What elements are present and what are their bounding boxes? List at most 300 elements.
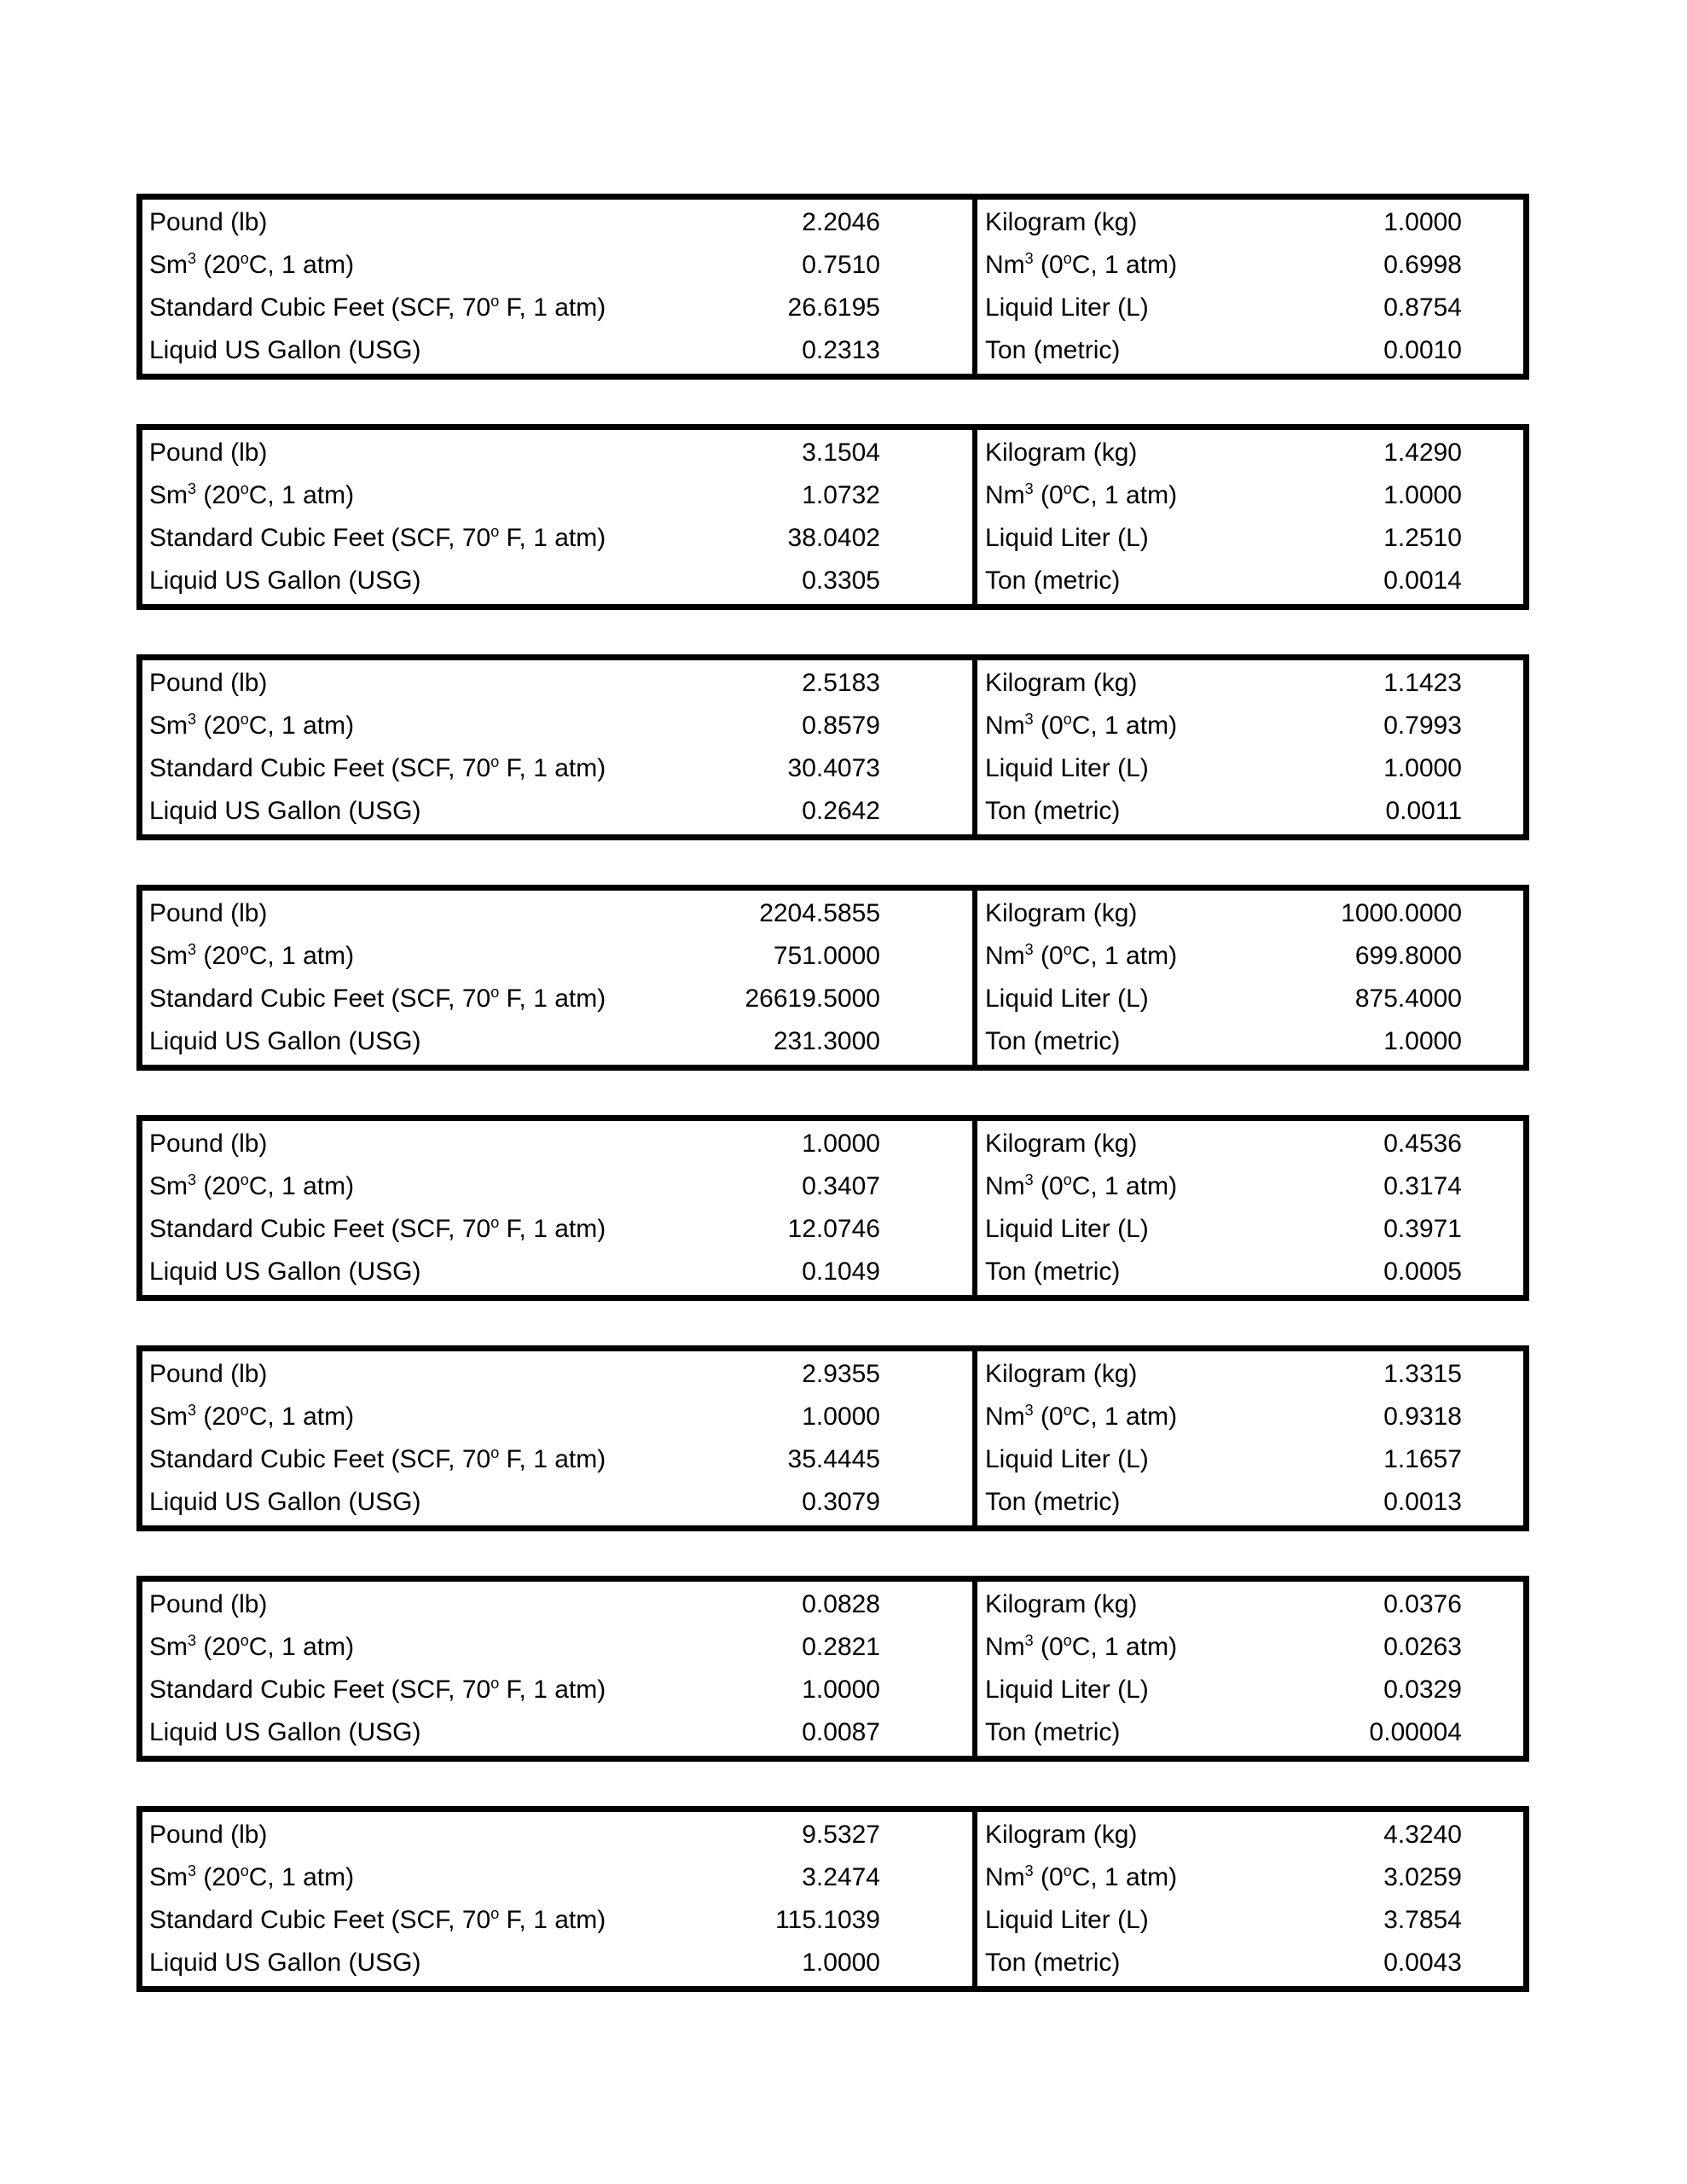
label-text: Liquid Liter (L): [985, 1676, 1149, 1704]
label-text: Nm: [985, 1172, 1025, 1200]
table-row: [985, 432, 1523, 474]
unit-value: 1.0000: [1383, 754, 1462, 782]
unit-value: 1.0000: [802, 1949, 880, 1977]
unit-value: 1.0000: [802, 1676, 880, 1704]
label-text: Liquid Liter (L): [985, 293, 1149, 322]
unit-value: 1.4290: [1383, 439, 1462, 467]
table-row: [985, 1251, 1523, 1293]
label-text: C, 1 atm): [1071, 1633, 1178, 1661]
unit-label: [985, 1583, 1383, 1626]
label-text: Liquid Liter (L): [985, 1906, 1149, 1934]
unit-label: [985, 1396, 1383, 1438]
label-text: C, 1 atm): [1071, 1403, 1178, 1431]
table-row: [985, 1583, 1523, 1626]
superscript: o: [1063, 1402, 1072, 1419]
unit-value: 875.4000: [1354, 985, 1462, 1013]
unit-label: [149, 560, 802, 602]
superscript: 3: [188, 1171, 197, 1188]
table-row: [149, 1165, 972, 1208]
label-text: Ton (metric): [985, 1488, 1121, 1516]
unit-value: 0.3407: [802, 1172, 880, 1200]
label-text: F, 1 atm): [499, 1676, 606, 1704]
unit-label: [149, 1353, 802, 1396]
superscript: o: [490, 753, 500, 770]
label-text: C, 1 atm): [248, 1403, 355, 1431]
table-row: [985, 1165, 1523, 1208]
label-text: Liquid US Gallon (USG): [149, 1258, 421, 1286]
unit-value: 751.0000: [773, 942, 880, 970]
label-text: (0: [1033, 1403, 1064, 1431]
unit-label: [985, 432, 1383, 474]
unit-label: [149, 517, 788, 560]
table-row: [985, 892, 1523, 935]
table-row: [985, 244, 1523, 287]
conversion-table: [136, 1576, 1529, 1762]
superscript: o: [490, 1905, 500, 1922]
label-text: (0: [1033, 481, 1064, 509]
label-text: Standard Cubic Feet (SCF, 70: [149, 293, 491, 322]
superscript: o: [490, 1214, 500, 1231]
superscript: o: [240, 941, 249, 958]
unit-label: [149, 1208, 788, 1251]
table-row: [985, 1438, 1523, 1481]
table-row: [985, 517, 1523, 560]
label-text: Standard Cubic Feet (SCF, 70: [149, 1215, 491, 1243]
label-text: F, 1 atm): [499, 293, 606, 322]
label-text: Liquid US Gallon (USG): [149, 1718, 421, 1746]
label-text: Pound (lb): [149, 899, 268, 927]
table-left-pane: [142, 430, 972, 604]
unit-value: 4.3240: [1383, 1821, 1462, 1849]
label-text: C, 1 atm): [1071, 1172, 1178, 1200]
unit-label: [985, 1711, 1370, 1754]
unit-value: 0.2821: [802, 1633, 880, 1661]
superscript: o: [1063, 1862, 1072, 1879]
label-text: Pound (lb): [149, 1130, 268, 1158]
table-row: [985, 1208, 1523, 1251]
unit-label: [985, 1814, 1383, 1856]
label-text: (20: [196, 1172, 241, 1200]
conversion-table: [136, 424, 1529, 610]
label-text: Kilogram (kg): [985, 669, 1138, 697]
label-text: Kilogram (kg): [985, 1130, 1138, 1158]
label-text: C, 1 atm): [248, 1633, 355, 1661]
superscript: 3: [1024, 1632, 1034, 1649]
unit-value: 26.6195: [787, 293, 880, 322]
conversion-table: [136, 194, 1529, 380]
unit-value: 1.0000: [1383, 1027, 1462, 1055]
unit-label: [149, 329, 802, 372]
label-text: Standard Cubic Feet (SCF, 70: [149, 1445, 491, 1473]
table-right-pane: [972, 1812, 1523, 1986]
conversion-table: [136, 1806, 1529, 1992]
superscript: o: [240, 480, 249, 497]
label-text: Pound (lb): [149, 1360, 268, 1388]
conversion-tables-stack: [136, 194, 1529, 1992]
superscript: o: [490, 1675, 500, 1692]
unit-label: [149, 747, 788, 790]
label-text: C, 1 atm): [1071, 942, 1178, 970]
table-row: [149, 1396, 972, 1438]
label-text: Nm: [985, 481, 1025, 509]
label-text: Ton (metric): [985, 1027, 1121, 1055]
unit-label: [149, 432, 802, 474]
table-row: [149, 1020, 972, 1063]
table-row: [985, 935, 1523, 978]
table-right-pane: [972, 1351, 1523, 1525]
unit-value: 0.0013: [1383, 1488, 1462, 1516]
label-text: Ton (metric): [985, 336, 1121, 364]
superscript: o: [240, 711, 249, 728]
unit-label: [985, 1020, 1383, 1063]
table-row: [149, 1353, 972, 1396]
label-text: Sm: [149, 1172, 188, 1200]
label-text: Pound (lb): [149, 669, 268, 697]
unit-label: [149, 1583, 802, 1626]
unit-label: [149, 1626, 802, 1669]
label-text: C, 1 atm): [248, 712, 355, 740]
superscript: o: [1063, 480, 1072, 497]
unit-value: 0.0014: [1383, 566, 1462, 595]
label-text: C, 1 atm): [248, 481, 355, 509]
label-text: Pound (lb): [149, 1821, 268, 1849]
unit-value: 30.4073: [787, 754, 880, 782]
table-row: [149, 244, 972, 287]
unit-label: [985, 1899, 1383, 1942]
table-right-pane: [972, 891, 1523, 1065]
unit-value: 0.0376: [1383, 1590, 1462, 1618]
table-row: [149, 892, 972, 935]
table-row: [985, 1626, 1523, 1669]
label-text: F, 1 atm): [499, 524, 606, 552]
unit-label: [149, 1481, 802, 1524]
label-text: Liquid US Gallon (USG): [149, 797, 421, 825]
unit-label: [985, 892, 1341, 935]
superscript: 3: [188, 250, 197, 267]
table-row: [985, 1711, 1523, 1754]
unit-value: 2204.5855: [759, 899, 880, 927]
label-text: Liquid US Gallon (USG): [149, 1027, 421, 1055]
conversion-table: [136, 1115, 1529, 1301]
unit-value: 1.0000: [802, 1130, 880, 1158]
superscript: 3: [188, 1862, 197, 1879]
unit-value: 0.6998: [1383, 251, 1462, 279]
conversion-table: [136, 1345, 1529, 1531]
table-row: [985, 1020, 1523, 1063]
unit-label: [149, 1899, 775, 1942]
label-text: Kilogram (kg): [985, 1821, 1138, 1849]
unit-label: [985, 560, 1383, 602]
table-left-pane: [142, 1582, 972, 1756]
unit-value: 3.0259: [1383, 1863, 1462, 1891]
unit-value: 1.1657: [1383, 1445, 1462, 1473]
label-text: Standard Cubic Feet (SCF, 70: [149, 754, 491, 782]
unit-label: [149, 474, 802, 517]
unit-value: 1.0000: [1383, 208, 1462, 236]
unit-value: 0.3174: [1383, 1172, 1462, 1200]
label-text: (20: [196, 1863, 241, 1891]
unit-label: [149, 1123, 802, 1165]
unit-value: 1.2510: [1383, 524, 1462, 552]
unit-value: 0.7510: [802, 251, 880, 279]
unit-label: [149, 662, 802, 705]
superscript: o: [1063, 1632, 1072, 1649]
unit-value: 0.7993: [1383, 712, 1462, 740]
unit-value: 0.4536: [1383, 1130, 1462, 1158]
label-text: (20: [196, 1403, 241, 1431]
label-text: Standard Cubic Feet (SCF, 70: [149, 524, 491, 552]
table-row: [149, 1942, 972, 1984]
unit-label: [149, 287, 788, 329]
unit-value: 0.3305: [802, 566, 880, 595]
label-text: Pound (lb): [149, 208, 268, 236]
unit-value: 3.7854: [1383, 1906, 1462, 1934]
label-text: Liquid US Gallon (USG): [149, 1949, 421, 1977]
label-text: (0: [1033, 942, 1064, 970]
table-row: [149, 1711, 972, 1754]
table-row: [149, 287, 972, 329]
unit-label: [985, 1942, 1383, 1984]
table-row: [985, 1396, 1523, 1438]
label-text: (0: [1033, 1172, 1064, 1200]
label-text: Liquid Liter (L): [985, 524, 1149, 552]
unit-label: [149, 1251, 802, 1293]
label-text: (20: [196, 942, 241, 970]
label-text: Ton (metric): [985, 566, 1121, 595]
label-text: Kilogram (kg): [985, 899, 1138, 927]
unit-value: 1000.0000: [1341, 899, 1462, 927]
unit-value: 9.5327: [802, 1821, 880, 1849]
table-row: [985, 1481, 1523, 1524]
label-text: F, 1 atm): [499, 754, 606, 782]
table-row: [149, 1626, 972, 1669]
table-row: [149, 474, 972, 517]
label-text: Sm: [149, 942, 188, 970]
label-text: Sm: [149, 1863, 188, 1891]
superscript: o: [240, 1171, 249, 1188]
unit-value: 0.1049: [802, 1258, 880, 1286]
label-text: Kilogram (kg): [985, 208, 1138, 236]
unit-value: 3.1504: [802, 439, 880, 467]
label-text: Nm: [985, 1403, 1025, 1431]
table-row: [149, 790, 972, 833]
table-row: [149, 1899, 972, 1942]
label-text: C, 1 atm): [1071, 251, 1178, 279]
superscript: o: [1063, 941, 1072, 958]
unit-value: 231.3000: [773, 1027, 880, 1055]
table-row: [149, 978, 972, 1020]
unit-value: 38.0402: [787, 524, 880, 552]
label-text: Liquid Liter (L): [985, 985, 1149, 1013]
unit-value: 35.4445: [787, 1445, 880, 1473]
label-text: Kilogram (kg): [985, 1590, 1138, 1618]
table-row: [985, 1942, 1523, 1984]
table-row: [149, 432, 972, 474]
label-text: C, 1 atm): [1071, 481, 1178, 509]
unit-value: 0.0011: [1385, 797, 1462, 825]
label-text: Pound (lb): [149, 1590, 268, 1618]
table-row: [985, 201, 1523, 244]
superscript: o: [240, 1402, 249, 1419]
unit-label: [985, 329, 1383, 372]
superscript: 3: [188, 1402, 197, 1419]
table-row: [149, 1438, 972, 1481]
label-text: (20: [196, 1633, 241, 1661]
table-row: [149, 1481, 972, 1524]
unit-label: [985, 517, 1383, 560]
superscript: 3: [188, 711, 197, 728]
unit-value: 0.0828: [802, 1590, 880, 1618]
unit-label: [149, 1438, 788, 1481]
label-text: F, 1 atm): [499, 985, 606, 1013]
unit-value: 115.1039: [775, 1906, 880, 1934]
label-text: Ton (metric): [985, 1949, 1121, 1977]
table-row: [149, 662, 972, 705]
label-text: Pound (lb): [149, 439, 268, 467]
unit-label: [985, 1123, 1383, 1165]
table-left-pane: [142, 891, 972, 1065]
unit-label: [985, 935, 1355, 978]
label-text: C, 1 atm): [248, 1172, 355, 1200]
label-text: Liquid US Gallon (USG): [149, 336, 421, 364]
table-row: [985, 287, 1523, 329]
unit-label: [985, 1856, 1383, 1899]
label-text: (0: [1033, 1863, 1064, 1891]
table-row: [985, 1353, 1523, 1396]
unit-value: 1.3315: [1383, 1360, 1462, 1388]
conversion-table: [136, 885, 1529, 1071]
unit-label: [149, 244, 802, 287]
unit-value: 0.2642: [802, 797, 880, 825]
label-text: Liquid Liter (L): [985, 1445, 1149, 1473]
unit-label: [985, 1481, 1383, 1524]
unit-value: 0.00004: [1369, 1718, 1462, 1746]
unit-label: [985, 1353, 1383, 1396]
superscript: 3: [188, 941, 197, 958]
conversion-table: [136, 654, 1529, 840]
superscript: o: [240, 250, 249, 267]
unit-value: 0.2313: [802, 336, 880, 364]
unit-label: [149, 892, 759, 935]
label-text: Sm: [149, 251, 188, 279]
table-right-pane: [972, 200, 1523, 374]
unit-label: [985, 1251, 1383, 1293]
unit-label: [149, 705, 802, 747]
label-text: F, 1 atm): [499, 1445, 606, 1473]
unit-label: [985, 474, 1383, 517]
table-left-pane: [142, 1812, 972, 1986]
table-right-pane: [972, 660, 1523, 834]
unit-value: 26619.5000: [745, 985, 880, 1013]
superscript: 3: [188, 480, 197, 497]
superscript: 3: [188, 1632, 197, 1649]
table-row: [985, 329, 1523, 372]
unit-value: 0.0087: [802, 1718, 880, 1746]
label-text: Standard Cubic Feet (SCF, 70: [149, 985, 491, 1013]
table-row: [985, 1814, 1523, 1856]
unit-label: [149, 1020, 774, 1063]
unit-value: 1.0000: [1383, 481, 1462, 509]
table-row: [985, 662, 1523, 705]
label-text: (0: [1033, 1633, 1064, 1661]
superscript: 3: [1024, 250, 1034, 267]
unit-value: 1.1423: [1383, 669, 1462, 697]
unit-label: [149, 1711, 802, 1754]
unit-value: 0.0329: [1383, 1676, 1462, 1704]
unit-label: [985, 1438, 1383, 1481]
unit-label: [985, 244, 1383, 287]
unit-label: [985, 1208, 1383, 1251]
label-text: Liquid Liter (L): [985, 754, 1149, 782]
unit-value: 2.9355: [802, 1360, 880, 1388]
label-text: Liquid Liter (L): [985, 1215, 1149, 1243]
table-left-pane: [142, 200, 972, 374]
unit-value: 0.0010: [1383, 336, 1462, 364]
unit-label: [985, 790, 1385, 833]
table-row: [985, 1123, 1523, 1165]
label-text: (20: [196, 251, 241, 279]
unit-label: [985, 978, 1355, 1020]
unit-value: 699.8000: [1354, 942, 1462, 970]
table-row: [149, 935, 972, 978]
superscript: o: [1063, 250, 1072, 267]
table-row: [985, 1669, 1523, 1711]
label-text: F, 1 atm): [499, 1215, 606, 1243]
label-text: Standard Cubic Feet (SCF, 70: [149, 1676, 491, 1704]
table-row: [149, 1814, 972, 1856]
label-text: (20: [196, 712, 241, 740]
unit-value: 1.0000: [802, 1403, 880, 1431]
unit-label: [985, 1626, 1383, 1669]
table-row: [149, 517, 972, 560]
superscript: o: [490, 984, 500, 1001]
unit-label: [149, 978, 745, 1020]
label-text: Kilogram (kg): [985, 1360, 1138, 1388]
table-row: [149, 705, 972, 747]
table-row: [985, 978, 1523, 1020]
unit-value: 0.8579: [802, 712, 880, 740]
table-row: [149, 1123, 972, 1165]
label-text: Sm: [149, 481, 188, 509]
unit-label: [985, 747, 1383, 790]
label-text: Sm: [149, 1633, 188, 1661]
unit-label: [985, 1669, 1383, 1711]
label-text: Standard Cubic Feet (SCF, 70: [149, 1906, 491, 1934]
table-row: [985, 747, 1523, 790]
unit-label: [149, 935, 774, 978]
table-row: [149, 747, 972, 790]
label-text: Sm: [149, 1403, 188, 1431]
unit-label: [985, 662, 1383, 705]
unit-label: [149, 1814, 802, 1856]
table-row: [149, 1251, 972, 1293]
superscript: o: [490, 1444, 500, 1461]
superscript: o: [240, 1862, 249, 1879]
unit-label: [985, 1165, 1383, 1208]
unit-value: 2.5183: [802, 669, 880, 697]
label-text: C, 1 atm): [1071, 712, 1178, 740]
table-row: [149, 1669, 972, 1711]
label-text: Kilogram (kg): [985, 439, 1138, 467]
table-row: [149, 1208, 972, 1251]
table-row: [149, 1856, 972, 1899]
unit-label: [149, 1396, 802, 1438]
unit-value: 12.0746: [787, 1215, 880, 1243]
label-text: C, 1 atm): [248, 251, 355, 279]
label-text: Ton (metric): [985, 797, 1121, 825]
table-row: [149, 560, 972, 602]
unit-value: 0.3971: [1383, 1215, 1462, 1243]
